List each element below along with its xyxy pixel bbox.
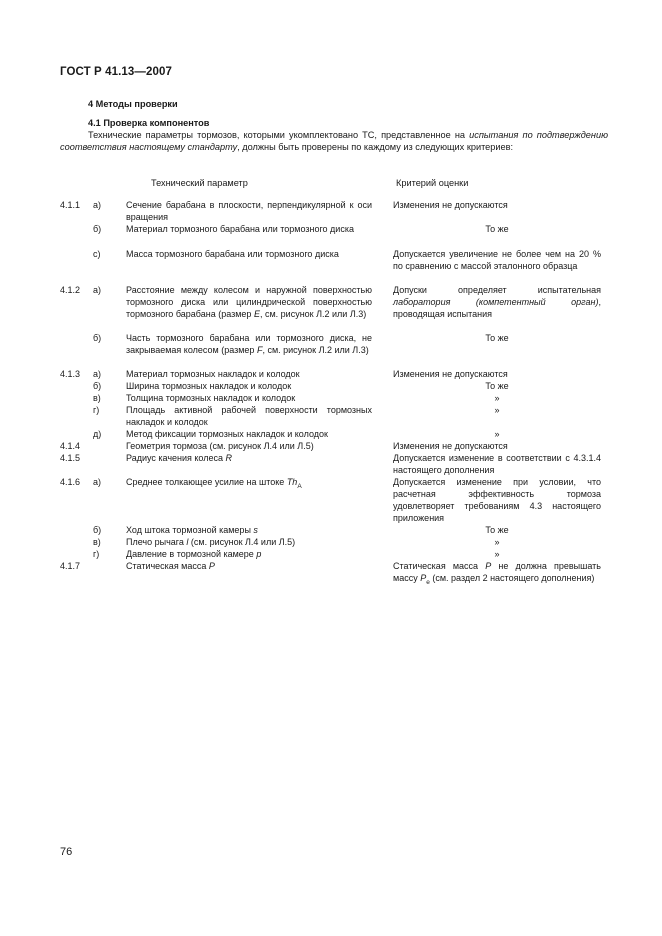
parameter-symbol: Th <box>286 477 298 487</box>
criterion-text <box>393 561 601 589</box>
criterion-text: Изменения не допускаются <box>393 441 508 451</box>
parameter-symbol: p <box>256 549 262 559</box>
row-letter: с) <box>93 249 101 259</box>
row-number: 4.1.3 <box>60 369 81 379</box>
parameter-text: Геометрия тормоза (см. рисунок Л.4 или Л.5) <box>126 441 314 451</box>
criterion-text: Допускается изменение в соответствии с 4.3.1.4 настоящего дополнения <box>393 453 601 475</box>
criterion-text <box>393 285 601 321</box>
parameter-symbol: F <box>256 344 263 355</box>
parameter-text-part: Расстояние между колесом и наружной поверхностью тормозного диска или цилиндрической поверхностью тормозного барабана (размер <box>126 285 372 319</box>
intro-paragraph <box>60 129 608 153</box>
criterion-symbol: P <box>420 572 427 583</box>
row-letter: б) <box>93 224 102 234</box>
parameter-text <box>126 477 372 493</box>
parameter-text <box>126 285 372 321</box>
criterion-text-part: не должна превышать массу <box>393 561 601 583</box>
parameter-subscript: A <box>297 482 302 490</box>
row-letter: б) <box>93 381 102 391</box>
criterion-text: Изменения не допускаются <box>393 369 508 379</box>
criterion-italic: лаборатория (компетентный орган) <box>393 296 599 307</box>
parameter-text-part: Плечо рычага <box>126 537 187 547</box>
criterion-text-part: Статическая масса <box>393 561 486 571</box>
parameter-text: Материал тормозного барабана или тормозного диска <box>126 224 354 234</box>
document-code: ГОСТ Р 41.13—2007 <box>60 66 172 78</box>
row-letter: д) <box>93 429 102 439</box>
parameter-text: Сечение барабана в плоскости, перпендикулярной к оси вращения <box>126 200 372 222</box>
parameter-text: Масса тормозного барабана или тормозного диска <box>126 249 339 259</box>
row-number: 4.1.1 <box>60 200 81 210</box>
row-letter: в) <box>93 537 101 547</box>
subsection-title: 4.1 Проверка компонентов <box>88 118 210 128</box>
criterion-text-part: , проводящая испытания <box>393 296 601 319</box>
row-letter: а) <box>93 200 102 210</box>
parameter-text-part: Среднее толкающее усилие на штоке <box>126 477 287 487</box>
parameter-text: Ширина тормозных накладок и колодок <box>126 381 292 391</box>
intro-text-b: , должны быть проверены по каждому из следующих критериев: <box>237 142 514 153</box>
row-letter: б) <box>93 525 102 535</box>
row-number: 4.1.2 <box>60 285 81 295</box>
column-header-parameter: Технический параметр <box>151 178 248 188</box>
criterion-text: » <box>494 549 500 559</box>
page-number: 76 <box>60 846 73 858</box>
parameter-symbol: P <box>208 561 215 571</box>
parameter-text: Толщина тормозных накладок и колодок <box>126 393 296 403</box>
criterion-text: Допускается изменение при условии, что расчетная эффективность тормоза удовлетворяет требованиям 4.3 настоящего приложения <box>393 477 601 523</box>
criterion-subscript: e <box>426 578 430 586</box>
parameter-text-part: Ход штока тормозной камеры <box>126 525 254 535</box>
criterion-text: » <box>494 393 500 403</box>
row-letter: а) <box>93 285 102 295</box>
parameter-text <box>126 453 372 465</box>
criterion-symbol: P <box>485 561 492 571</box>
criterion-text: То же <box>485 224 509 234</box>
parameter-symbol: s <box>253 525 258 535</box>
parameter-text <box>126 549 372 561</box>
criterion-text: » <box>494 405 500 415</box>
intro-italic: испытания по подтверждению соответствия настоящему стандарту <box>60 130 608 153</box>
row-letter: б) <box>93 333 102 343</box>
row-number: 4.1.7 <box>60 561 81 571</box>
row-letter: в) <box>93 393 101 403</box>
parameter-text: Метод фиксации тормозных накладок и колодок <box>126 429 328 439</box>
parameter-text-part: (см. рисунок Л.4 или Л.5) <box>188 537 296 547</box>
row-letter: г) <box>93 405 100 415</box>
criterion-text: То же <box>485 525 509 535</box>
parameter-text-part: Часть тормозного барабана или тормозного диска, не закрываемая колесом (размер <box>126 333 372 355</box>
criterion-text: Допускается увеличение не более чем на 20 % по сравнению с массой эталонного образца <box>393 249 601 271</box>
parameter-symbol: l <box>186 537 189 547</box>
criterion-text-part: (см. раздел 2 настоящего дополнения) <box>429 572 595 583</box>
parameter-symbol: R <box>225 453 233 463</box>
criterion-text: » <box>494 537 500 547</box>
parameter-text <box>126 525 372 537</box>
parameter-text <box>126 561 372 573</box>
intro-text-a: Технические параметры тормозов, которыми укомплектовано ТС, представленное на <box>88 130 470 140</box>
row-letter: а) <box>93 477 102 487</box>
column-header-criterion: Критерий оценки <box>396 178 469 188</box>
parameter-text-part: Радиус качения колеса <box>126 453 226 463</box>
row-letter: г) <box>93 549 100 559</box>
parameter-text <box>126 333 372 357</box>
parameter-text-part: , см. рисунок Л.2 или Л.3) <box>259 308 367 319</box>
criterion-text-part: Допуски определяет испытательная <box>393 285 601 295</box>
criterion-text: То же <box>485 333 509 343</box>
parameter-text: Площадь активной рабочей поверхности тормозных накладок и колодок <box>126 405 372 427</box>
row-number: 4.1.5 <box>60 453 81 463</box>
parameter-text-part: Статическая масса <box>126 561 209 571</box>
parameter-text: Материал тормозных накладок и колодок <box>126 369 300 379</box>
parameter-text <box>126 537 372 549</box>
row-number: 4.1.4 <box>60 441 81 451</box>
criterion-text: То же <box>485 381 509 391</box>
row-number: 4.1.6 <box>60 477 81 487</box>
parameter-symbol: E <box>253 308 260 319</box>
section-title: 4 Методы проверки <box>88 99 178 109</box>
parameter-text-part: Давление в тормозной камере <box>126 549 257 559</box>
row-letter: а) <box>93 369 102 379</box>
parameter-text-part: , см. рисунок Л.2 или Л.3) <box>262 344 369 355</box>
criterion-text: Изменения не допускаются <box>393 200 508 210</box>
criterion-text: » <box>494 429 500 439</box>
